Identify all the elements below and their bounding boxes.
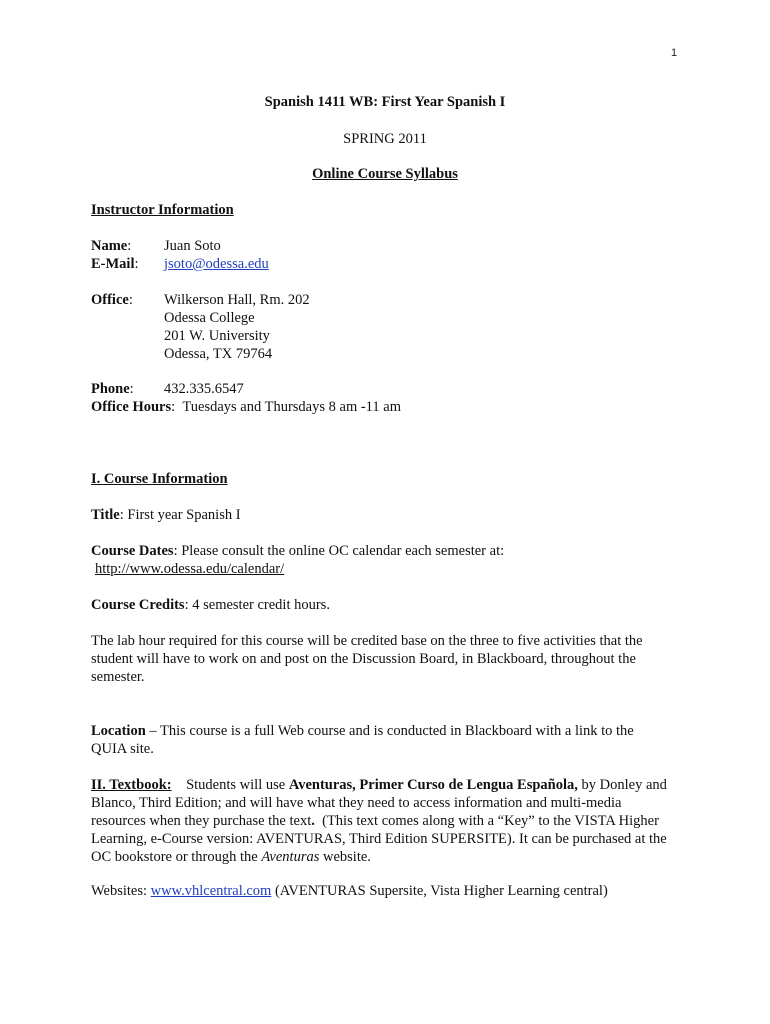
instructor-heading: Instructor Information (91, 202, 234, 218)
textbook-text: (This text comes along with a “Key” to the VISTA Higher Learning, e-Course version: AVENTURAS, Third Edition SUPERSITE). It can be purchased at the OC bookstore or through the (91, 813, 667, 865)
title-label: Title (91, 507, 120, 523)
title-row: Title: First year Spanish I (91, 507, 241, 523)
textbook-text: website. (322, 849, 371, 865)
office-label: Office (91, 292, 129, 308)
lab-paragraph: The lab hour required for this course will be credited base on the three to five activities that the student will have to work on and post on the Discussion Board, in Blackboard, throughout the semester. (91, 633, 643, 685)
name-row: Name: Juan Soto (91, 238, 221, 254)
course-dates-value: Please consult the online OC calendar each semester at: (181, 543, 505, 559)
course-info-heading: I. Course Information (91, 471, 228, 487)
calendar-link[interactable]: http://www.odessa.edu/calendar/ (95, 561, 285, 577)
credits-row: Course Credits: 4 semester credit hours. (91, 597, 330, 613)
location-paragraph (91, 722, 671, 758)
email-label: E-Mail (91, 256, 135, 272)
websites-row (91, 883, 608, 900)
course-title: Spanish 1411 WB: First Year Spanish I (264, 94, 506, 110)
credits-value: 4 semester credit hours. (192, 597, 330, 613)
page-number: 1 (671, 47, 678, 59)
title-value: First year Spanish I (127, 507, 241, 523)
phone-label: Phone (91, 381, 130, 397)
textbook-heading: II. Textbook: (91, 777, 172, 793)
email-link[interactable]: jsoto@odessa.edu (164, 256, 269, 272)
office-hours-value: Tuesdays and Thursdays 8 am -11 am (182, 399, 401, 415)
office-line: Wilkerson Hall, Rm. 202 (164, 292, 310, 308)
office-line: Odessa College (164, 310, 255, 326)
websites-label: Websites: (91, 883, 148, 899)
textbook-text: by Donley and Blanco, Third Edition; and will have what they need to access information and multi-media resources when they purchase the text (91, 777, 667, 829)
email-row: E-Mail: jsoto@odessa.edu (91, 256, 269, 272)
doc-title: Online Course Syllabus (312, 166, 458, 182)
credits-label: Course Credits (91, 597, 185, 613)
office-row: Office: Wilkerson Hall, Rm. 202 (91, 292, 310, 308)
office-line: Odessa, TX 79764 (164, 346, 273, 362)
websites-note: (AVENTURAS Supersite, Vista Higher Learning central) (274, 883, 608, 899)
book-title: Aventuras, Primer Curso de Lengua Española, (288, 777, 578, 793)
office-line: 201 W. University (164, 328, 270, 344)
textbook-intro: Students will use (186, 777, 286, 793)
location-label: Location (91, 723, 146, 739)
location-value: – This course is a full Web course and is conducted in Blackboard with a link to the QUIA site. (91, 723, 634, 757)
name-label: Name (91, 238, 128, 254)
textbook-paragraph (91, 776, 671, 866)
aventuras-italic: Aventuras (261, 849, 320, 865)
office-hours-row: Office Hours: Tuesdays and Thursdays 8 am -11 am (91, 399, 401, 415)
name-value: Juan Soto (164, 238, 221, 254)
vhlcentral-link[interactable]: www.vhlcentral.com (150, 883, 272, 899)
course-dates-row: Course Dates: Please consult the online OC calendar each semester at: (91, 543, 505, 559)
textbook-period: . (311, 813, 315, 829)
office-hours-label: Office Hours (91, 399, 172, 415)
calendar-link-row (95, 561, 284, 578)
term: SPRING 2011 (343, 131, 427, 147)
phone-row: Phone: 432.335.6547 (91, 381, 244, 397)
phone-value: 432.335.6547 (164, 381, 244, 397)
course-dates-label: Course Dates (91, 543, 174, 559)
